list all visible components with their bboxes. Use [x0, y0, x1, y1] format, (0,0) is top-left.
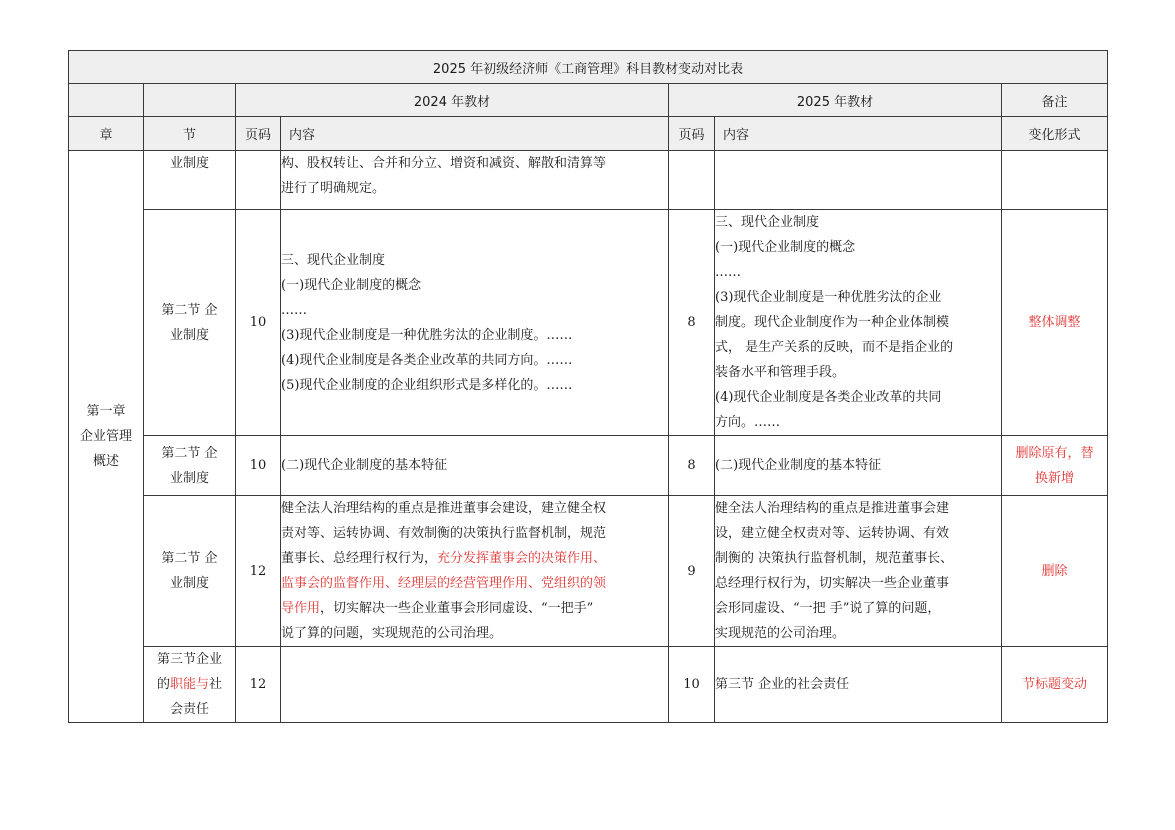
table-title: 2025 年初级经济师《工商管理》科目教材变动对比表: [69, 51, 1108, 84]
section-cell: [144, 647, 236, 723]
content-line: (3)现代企业制度是一种优胜劣汰的企业制度。……: [281, 327, 573, 343]
change-type: [1002, 151, 1108, 210]
section-cell: [144, 210, 236, 436]
change-type: [1002, 436, 1108, 496]
content-2025: [715, 210, 1002, 436]
content-line: (5)现代企业制度的企业组织形式是多样化的。……: [281, 377, 573, 393]
page-2025: 8: [669, 436, 715, 496]
header-2025: 2025 年教材: [669, 84, 1002, 117]
change-line: 换新增: [1035, 470, 1075, 486]
content-2025: (二)现代企业制度的基本特征: [715, 436, 1002, 496]
content-line: (4)现代企业制度是各类企业改革的共同: [715, 390, 942, 405]
section-cell: [144, 496, 236, 647]
chapter-line: 第一章: [86, 404, 126, 419]
header-remark: 备注: [1002, 84, 1108, 117]
column-header-row: [69, 117, 1108, 151]
content-text: 董事长、总经理行权行为，: [281, 551, 438, 566]
section-cell: 业制度: [144, 151, 236, 210]
page-2024: [236, 151, 281, 210]
content-2024: [281, 210, 669, 436]
section-line: 会责任: [169, 702, 209, 717]
chapter-line: 概述: [92, 454, 119, 469]
content-line: 构、股权转让、合并和分立、增资和减资、解散和清算等: [281, 156, 607, 171]
content-2024: [281, 151, 669, 210]
page-2024: 10: [236, 210, 281, 436]
section-line: 第三节企业: [156, 652, 222, 667]
content-2024: [281, 647, 669, 723]
header-2024: 2024 年教材: [236, 84, 669, 117]
content-line: 进行了明确规定。: [281, 181, 386, 196]
content-line: (一)现代企业制度的概念: [281, 277, 422, 293]
content-2025: [715, 151, 1002, 210]
page-2025: [669, 151, 715, 210]
col-page-2025: 页码: [669, 117, 715, 151]
comparison-table: [68, 50, 1108, 723]
content-line: 会形同虚设、“一把 手”说了算的问题，: [715, 601, 941, 616]
table-row: [69, 436, 1108, 496]
content-line: (一)现代企业制度的概念: [715, 240, 856, 255]
section-line: 第二节 企: [161, 302, 218, 318]
page-2024: 10: [236, 436, 281, 496]
section-line: [144, 672, 235, 697]
blank-header-cell: [144, 84, 236, 117]
content-line: 设，建立健全权责对等、运转协调、有效: [715, 526, 950, 541]
group-header-row: [69, 84, 1108, 117]
deleted-text: 导作用: [281, 601, 321, 616]
content-line: ……: [281, 302, 307, 318]
table-row: [69, 151, 1108, 210]
changed-text: 职能与: [169, 677, 209, 692]
page-2024: 12: [236, 647, 281, 723]
section-line: 第二节 企: [161, 551, 218, 566]
content-line: 装备水平和管理手段。: [715, 365, 846, 380]
content-line: (3)现代企业制度是一种优胜劣汰的企业: [715, 290, 942, 305]
content-line: 总经理行权行为，切实解决一些企业董事: [715, 576, 950, 591]
col-change: 变化形式: [1002, 117, 1108, 151]
chapter-line: 企业管理: [79, 429, 132, 444]
section-text: 的: [156, 677, 170, 692]
content-line: 说了算的问题，实现规范的公司治理。: [281, 626, 503, 641]
chapter-cell: [69, 151, 144, 723]
content-line: ……: [715, 265, 741, 280]
section-line: 业制度: [169, 470, 209, 486]
col-content-2025: 内容: [715, 117, 1002, 151]
content-line: 制度。现代企业制度作为一种企业体制模: [715, 315, 950, 330]
col-content-2024: 内容: [281, 117, 669, 151]
section-line: 第二节 企: [161, 445, 218, 461]
content-line: 制衡的 决策执行监督机制，规范董事长、: [715, 551, 954, 566]
page-2025: 8: [669, 210, 715, 436]
table-row: [69, 210, 1108, 436]
change-type: 节标题变动: [1002, 647, 1108, 723]
content-line: [281, 546, 668, 571]
section-line: 业制度: [169, 327, 209, 343]
content-line: 方向。……: [715, 415, 781, 430]
change-type: 整体调整: [1002, 210, 1108, 436]
page-2025: 10: [669, 647, 715, 723]
change-type: 删除: [1002, 496, 1108, 647]
page-2024: 12: [236, 496, 281, 647]
content-2024: [281, 496, 669, 647]
content-line: 健全法人治理结构的重点是推进董事会建: [715, 501, 950, 516]
section-line: 业制度: [169, 576, 209, 591]
col-section: 节: [144, 117, 236, 151]
content-line: 责对等、运转协调、有效制衡的决策执行监督机制，规范: [281, 526, 607, 541]
deleted-text: 充分发挥董事会的决策作用、: [437, 551, 607, 566]
section-text: 社: [209, 677, 223, 692]
table-row: [69, 496, 1108, 647]
content-2024: (二)现代企业制度的基本特征: [281, 436, 669, 496]
content-2025: 第三节 企业的社会责任: [715, 647, 1002, 723]
content-line: 健全法人治理结构的重点是推进董事会建设，建立健全权: [281, 501, 607, 516]
content-line: 三、现代企业制度: [281, 252, 386, 268]
content-line: 三、现代企业制度: [715, 215, 820, 230]
change-line: 删除原有，替: [1015, 445, 1094, 461]
content-line: 实现规范的公司治理。: [715, 626, 846, 641]
content-line: [281, 596, 668, 621]
deleted-text: 监事会的监督作用、经理层的经营管理作用、党组织的领: [281, 576, 607, 591]
content-line: 式， 是生产关系的反映，而不是指企业的: [715, 340, 954, 355]
blank-header-cell: [69, 84, 144, 117]
content-text: ，切实解决一些企业董事会形同虚设、“一把手”: [320, 601, 594, 616]
col-chapter: 章: [69, 117, 144, 151]
col-page-2024: 页码: [236, 117, 281, 151]
table-row: [69, 647, 1108, 723]
content-2025: [715, 496, 1002, 647]
section-cell: [144, 436, 236, 496]
content-line: (4)现代企业制度是各类企业改革的共同方向。……: [281, 352, 573, 368]
page-2025: 9: [669, 496, 715, 647]
title-row: [69, 51, 1108, 84]
